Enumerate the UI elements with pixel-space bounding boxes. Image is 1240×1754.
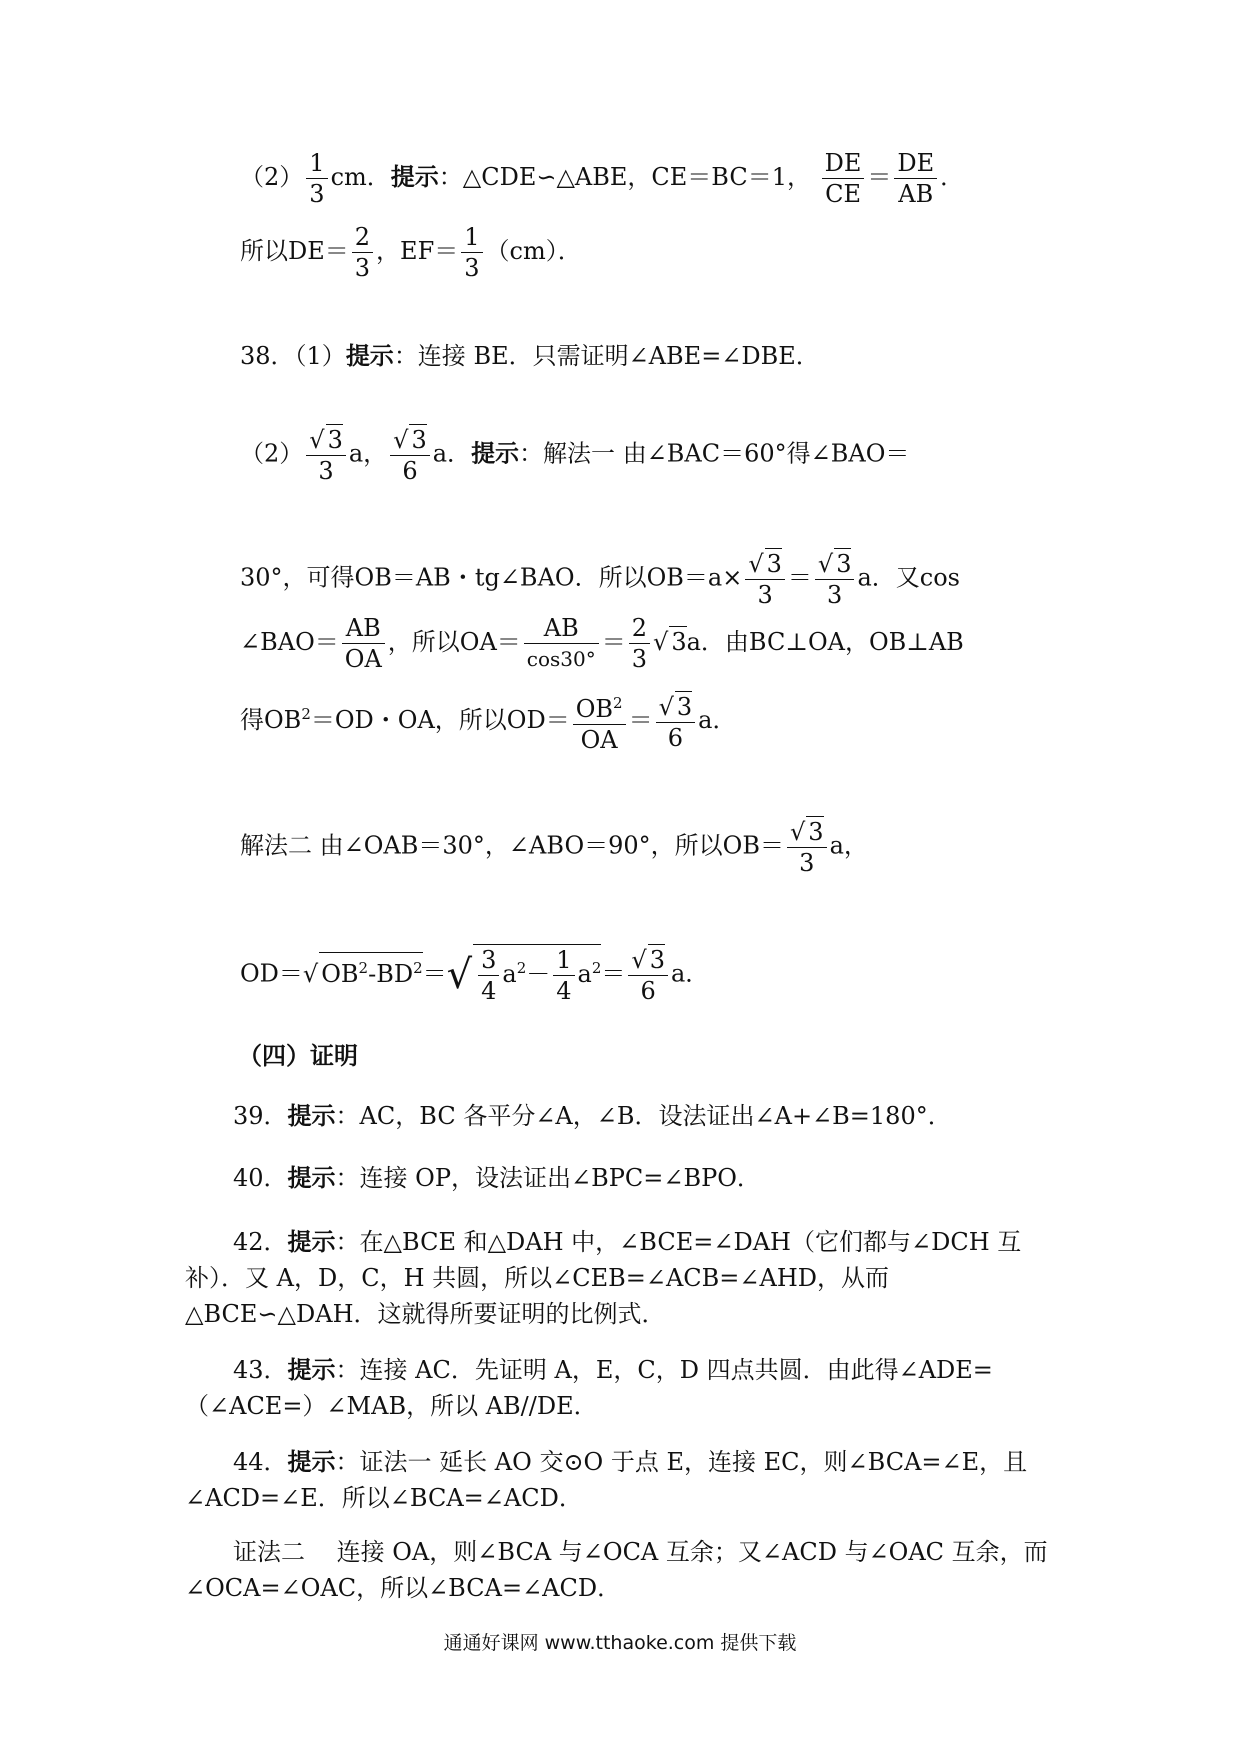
item-number: 40．	[233, 1164, 288, 1192]
equals: ＝	[601, 959, 626, 988]
item-number: 43．	[233, 1356, 288, 1384]
section-heading: （四）证明	[238, 1041, 358, 1070]
item-43	[185, 1352, 1065, 1424]
text: 所以DE＝	[240, 237, 349, 265]
text: a，	[829, 831, 868, 860]
hint-label: 提示	[390, 162, 439, 191]
text: a．	[670, 959, 710, 988]
hint-label: 提示	[471, 438, 520, 468]
hint-label: 提示	[287, 1355, 336, 1384]
fraction: $\frac{√ 3}{6}$	[628, 944, 668, 1006]
text: a．又cos	[857, 563, 960, 592]
text: a．由BC⊥OA，OB⊥AB	[686, 628, 964, 656]
item-text: ：在△BCE 和△DAH 中，∠BCE=∠DAH（它们都与∠DCH 互补）．又 A，D，C，H 共圆，所以∠CEB=∠ACB=∠AHD，从而△BCE∽△DAH．这就得所要证明的比例式．	[185, 1228, 1022, 1328]
fraction: $\frac{√ 3}{3}$	[306, 424, 346, 486]
solution-line	[240, 688, 736, 755]
fraction: $\frac{AB}{\cos 30^\circ}$	[524, 613, 599, 674]
item-number: 44．	[233, 1448, 288, 1476]
item-42	[185, 1224, 1065, 1332]
solution-line	[240, 338, 820, 374]
solution-line	[240, 944, 709, 1006]
text: （2）	[240, 163, 304, 191]
equals: ＝	[787, 563, 812, 592]
text: ：△CDE∽△ABE，CE＝BC＝1，	[438, 163, 811, 191]
fraction: $\frac{DE}{AB}$	[894, 148, 937, 209]
item-text: ：证法一 延长 AO 交⊙O 于点 E，连接 EC，则∠BCA=∠E，且∠ACD=∠E．所以∠BCA=∠ACD．	[185, 1448, 1028, 1512]
fraction: $\frac{√ 3}{3}$	[815, 548, 855, 610]
equals: ＝	[601, 628, 626, 656]
hint-label: 提示	[345, 341, 394, 370]
text: 38．（1）	[240, 342, 346, 370]
item-40	[185, 1160, 1065, 1196]
hint-label: 提示	[287, 1163, 336, 1192]
hint-label: 提示	[287, 1227, 336, 1256]
fraction: $\frac{1}{3}$	[461, 222, 482, 283]
text: （cm）．	[485, 237, 582, 265]
square-root: √ $OB^2-BD^2$	[303, 952, 423, 992]
text: ，所以OA＝	[387, 628, 521, 656]
equals: ＝	[628, 706, 653, 734]
equals: ＝	[867, 163, 892, 191]
item-text: ：连接 AC．先证明 A，E，C，D 四点共圆．由此得∠ADE=（∠ACE=）∠MAB，所以 AB//DE．	[185, 1356, 993, 1420]
text: ．	[940, 163, 965, 191]
text: a，	[348, 439, 388, 468]
fraction: $\frac{√ 3}{3}$	[745, 548, 785, 610]
fraction: $\frac{√ 3}{6}$	[390, 424, 430, 486]
hint-label: 提示	[287, 1101, 336, 1130]
fraction: $\frac{DE}{CE}$	[822, 148, 865, 209]
footer: 通通好课网 www.tthaoke.com 提供下载	[443, 1632, 797, 1654]
text: ：解法一 由∠BAC＝60°得∠BAO＝	[519, 439, 910, 468]
item-text: 证法二 连接 OA，则∠BCA 与∠OCA 互余；又∠ACD 与∠OAC 互余，而∠OCA=∠OAC，所以∠BCA=∠ACD．	[185, 1538, 1048, 1602]
item-44-method-2	[185, 1534, 1065, 1606]
radicand: $\frac{3}{4}$ $a^2-$ $\frac{1}{4}$ $a^2$	[473, 944, 601, 1006]
item-text: ：连接 OP，设法证出∠BPC=∠BPO．	[335, 1164, 761, 1192]
item-44	[185, 1444, 1065, 1516]
text: ＝OD・OA，所以OD＝	[310, 706, 570, 734]
solution-line	[240, 613, 964, 674]
solution-line	[240, 548, 960, 610]
text: ，EF＝	[376, 237, 459, 265]
fraction: $\frac{2}{3}$	[629, 613, 650, 674]
text: 得OB	[240, 706, 302, 734]
fraction: $\frac{√ 3}{6}$	[656, 691, 696, 753]
text: 解法二 由∠OAB＝30°，∠ABO＝90°，所以OB＝	[240, 831, 784, 860]
square-root: √ 3	[653, 628, 687, 656]
solution-line	[240, 148, 964, 209]
text: （2）	[240, 439, 304, 468]
item-39	[185, 1098, 1065, 1134]
equals: ＝	[422, 959, 447, 988]
fraction: $\frac{1}{3}$	[306, 148, 327, 209]
text: a．	[698, 706, 737, 734]
text: OD＝	[240, 959, 303, 988]
fraction: $\frac{AB}{OA}$	[342, 613, 385, 674]
hint-label: 提示	[287, 1447, 336, 1476]
item-text: ：AC，BC 各平分∠A，∠B．设法证出∠A+∠B=180°．	[335, 1102, 952, 1130]
item-number: 39．	[233, 1102, 288, 1130]
text: 30°，可得OB＝AB・tg∠BAO．所以OB＝a×	[240, 563, 743, 592]
superscript: 2	[301, 705, 311, 723]
fraction: $\frac{2}{3}$	[352, 222, 373, 283]
item-number: 42．	[233, 1228, 288, 1256]
text: ：连接 BE．只需证明∠ABE=∠DBE．	[393, 342, 820, 370]
fraction: $\frac{√ 3}{3}$	[787, 816, 827, 878]
text: cm．	[330, 163, 391, 191]
solution-line	[240, 222, 582, 283]
text: a．	[432, 439, 472, 468]
fraction: $\frac{OB^2}{OA}$	[573, 688, 626, 755]
solution-line	[240, 816, 868, 878]
solution-line	[240, 424, 909, 486]
square-root: √	[446, 952, 473, 998]
text: ∠BAO＝	[240, 628, 339, 656]
